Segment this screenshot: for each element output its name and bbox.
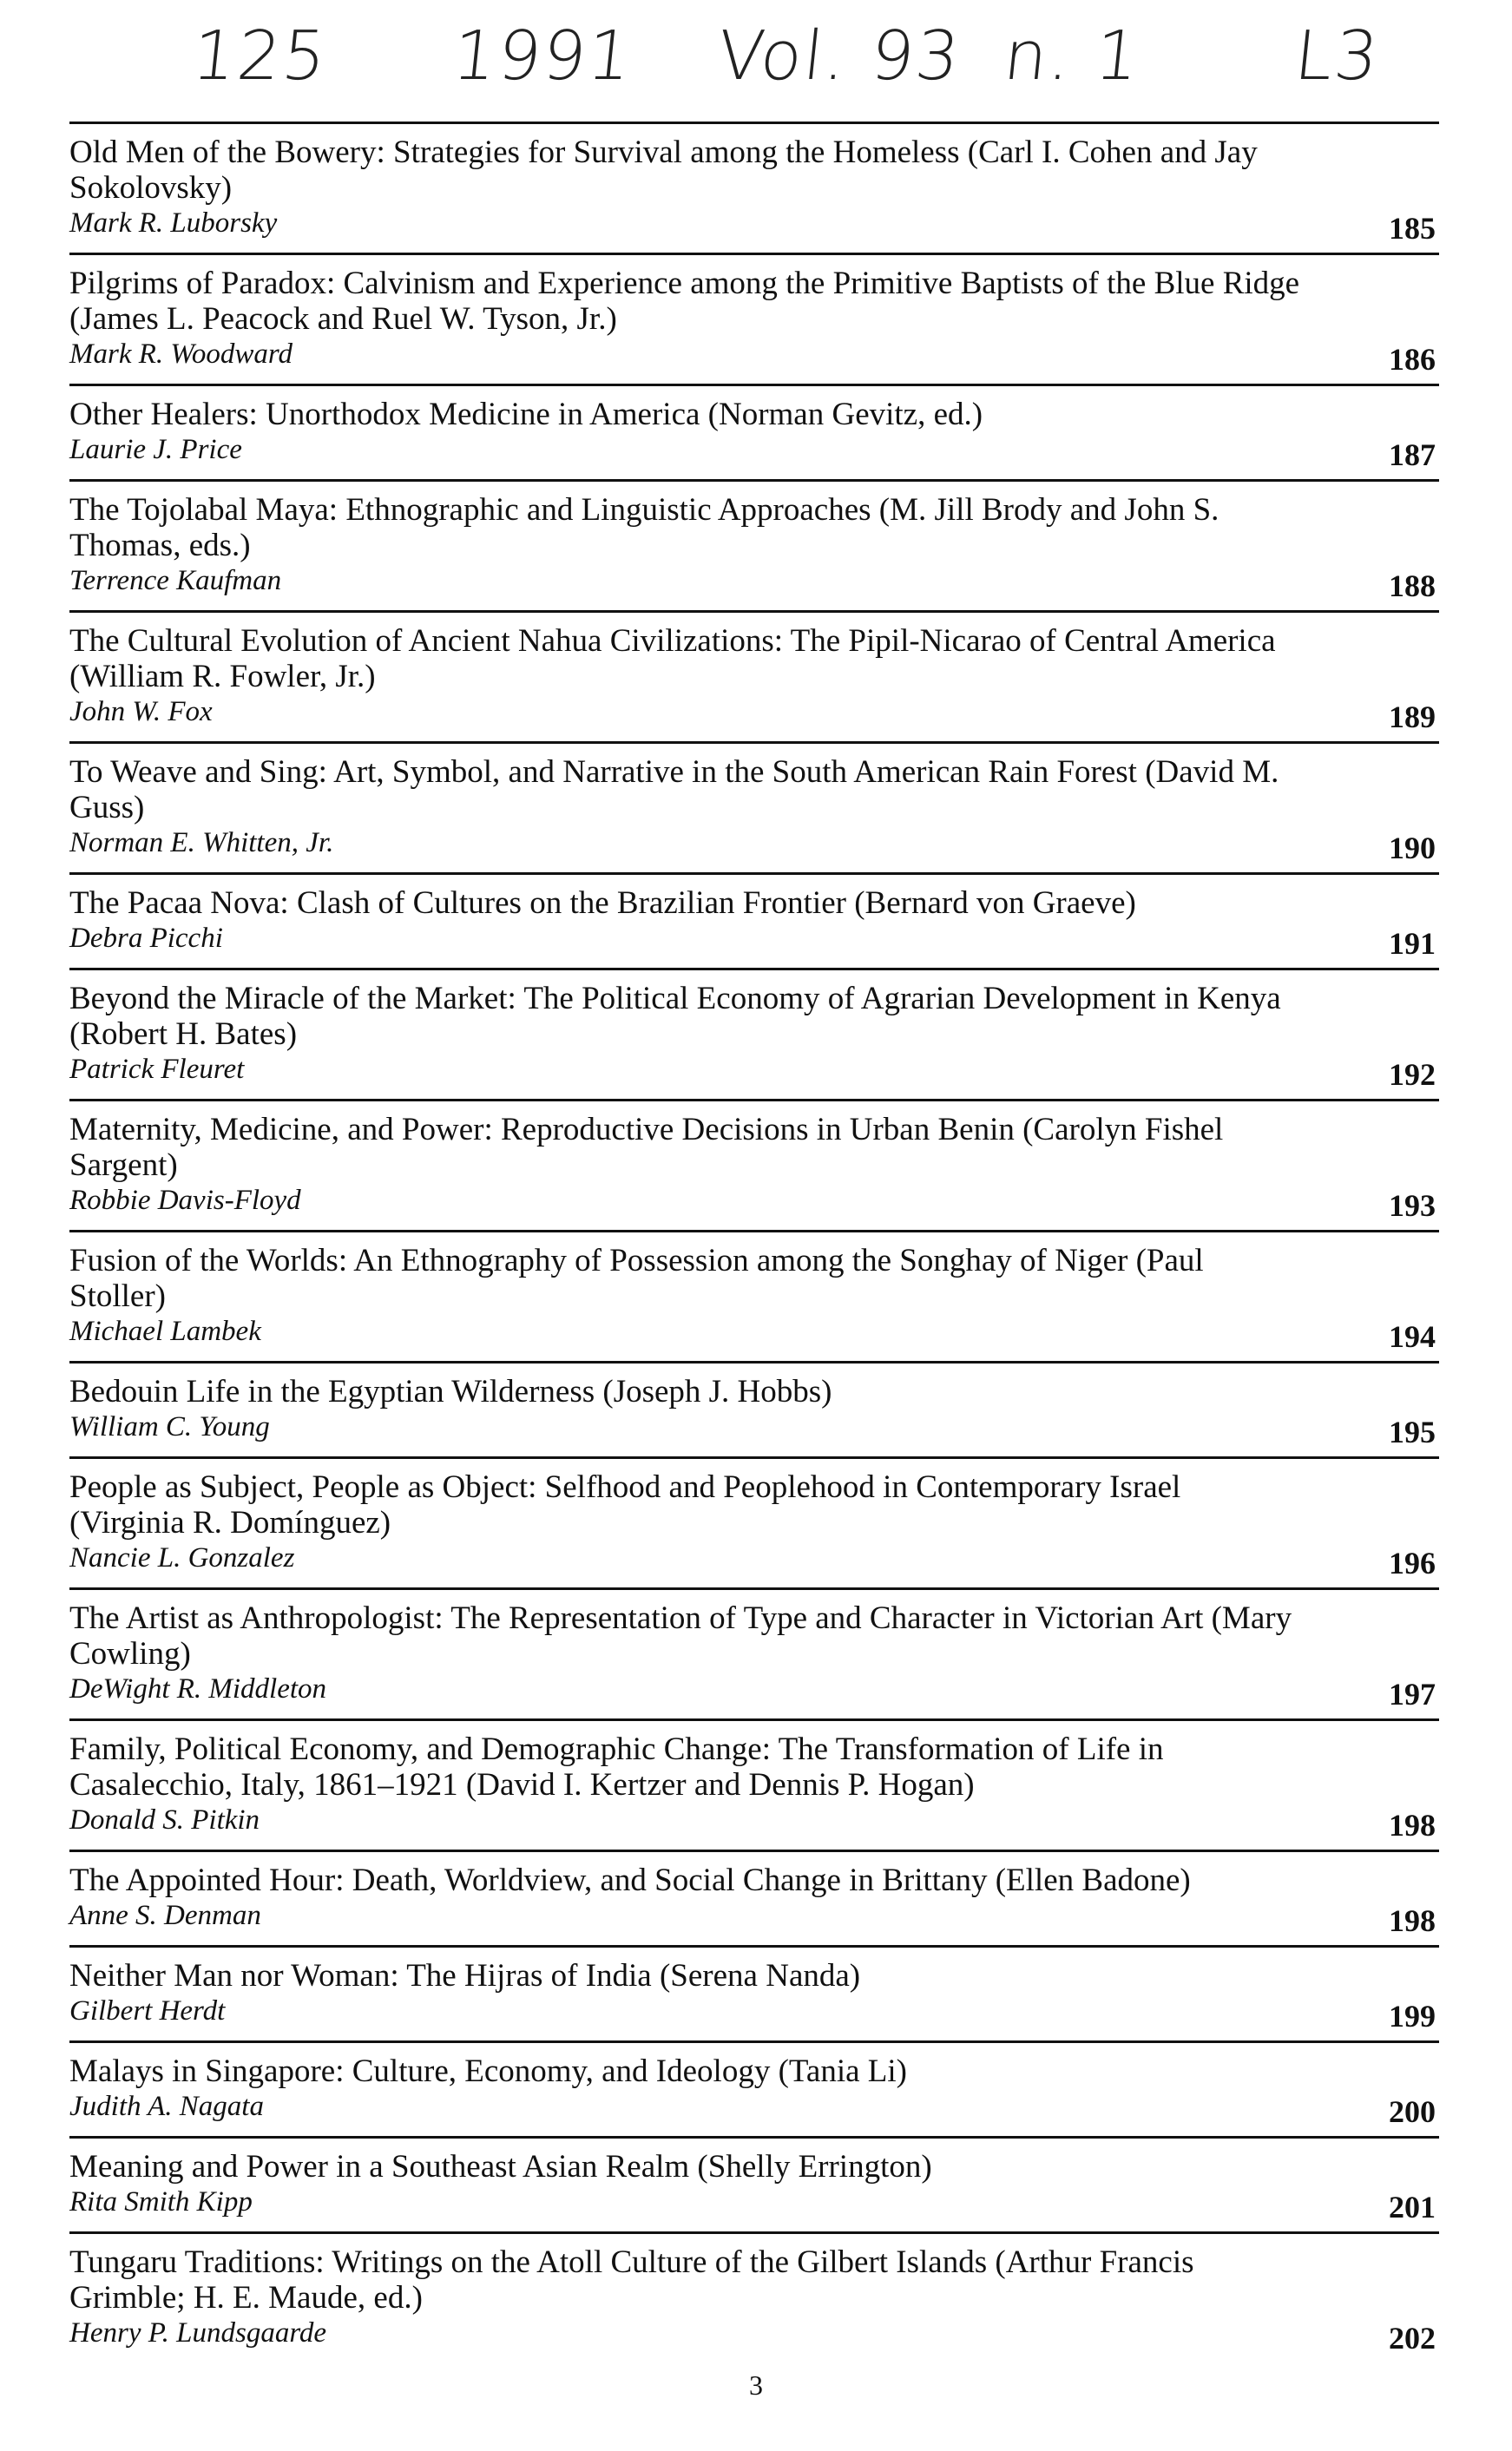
page-reference: 198 xyxy=(1389,1808,1436,1843)
review-entry xyxy=(69,1587,1439,1718)
page-reference: 200 xyxy=(1389,2094,1436,2129)
review-entry xyxy=(69,1361,1439,1456)
reviewer-name: Donald S. Pitkin xyxy=(69,1804,260,1836)
book-title: People as Subject, People as Object: Selfhood and Peoplehood in Contemporary Israel (Virginia R. Domínguez) xyxy=(69,1469,1181,1541)
reviewer-name: DeWight R. Middleton xyxy=(69,1673,327,1705)
page-reference: 198 xyxy=(1389,1903,1436,1938)
reviewer-name: Norman E. Whitten, Jr. xyxy=(69,827,334,858)
reviewer-name: Rita Smith Kipp xyxy=(69,2186,253,2218)
reviewer-name: John W. Fox xyxy=(69,696,213,727)
page-reference: 201 xyxy=(1389,2190,1436,2224)
handwritten-year: 1991 xyxy=(449,17,637,95)
reviewer-name: William C. Young xyxy=(69,1411,270,1442)
review-list xyxy=(69,122,1439,2362)
reviewer-name: Robbie Davis-Floyd xyxy=(69,1185,301,1216)
review-entry xyxy=(69,1099,1439,1230)
book-title: The Artist as Anthropologist: The Representation of Type and Character in Victorian Art (Mary Cowling) xyxy=(69,1600,1292,1672)
review-entry xyxy=(69,253,1439,384)
reviewer-name: Anne S. Denman xyxy=(69,1900,261,1931)
handwritten-code: L3 xyxy=(1291,17,1384,95)
review-entry xyxy=(69,384,1439,479)
review-entry xyxy=(69,1718,1439,1850)
reviewer-name: Debra Picchi xyxy=(69,923,223,954)
book-title: The Tojolabal Maya: Ethnographic and Linguistic Approaches (M. Jill Brody and John S. Thomas, eds.) xyxy=(69,492,1219,563)
handwritten-volume: Vol. 93 xyxy=(713,17,965,95)
book-title: Tungaru Traditions: Writings on the Atoll Culture of the Gilbert Islands (Arthur Francis Grimble; H. E. Maude, ed.) xyxy=(69,2244,1194,2316)
reviewer-name: Judith A. Nagata xyxy=(69,2091,264,2122)
page-reference: 189 xyxy=(1389,700,1436,734)
page-reference: 194 xyxy=(1389,1319,1436,1354)
page-reference: 199 xyxy=(1389,1999,1436,2034)
review-entry xyxy=(69,2231,1439,2362)
reviewer-name: Mark R. Luborsky xyxy=(69,207,278,239)
page-number: 3 xyxy=(749,2369,763,2401)
reviewer-name: Gilbert Herdt xyxy=(69,1995,226,2027)
review-entry xyxy=(69,968,1439,1099)
book-title: The Appointed Hour: Death, Worldview, and Social Change in Brittany (Ellen Badone) xyxy=(69,1863,1191,1898)
page-reference: 202 xyxy=(1389,2321,1436,2356)
review-entry xyxy=(69,2040,1439,2136)
page-reference: 188 xyxy=(1389,568,1436,603)
page-reference: 195 xyxy=(1389,1415,1436,1449)
review-entry xyxy=(69,479,1439,610)
reviewer-name: Terrence Kaufman xyxy=(69,565,282,596)
review-entry xyxy=(69,741,1439,872)
review-entry xyxy=(69,1456,1439,1587)
page-reference: 187 xyxy=(1389,437,1436,472)
book-title: Maternity, Medicine, and Power: Reproductive Decisions in Urban Benin (Carolyn Fishel Sargent) xyxy=(69,1112,1224,1183)
review-entry xyxy=(69,1945,1439,2040)
page-reference: 197 xyxy=(1389,1677,1436,1712)
page-reference: 196 xyxy=(1389,1546,1436,1580)
book-title: The Pacaa Nova: Clash of Cultures on the Brazilian Frontier (Bernard von Graeve) xyxy=(69,885,1136,921)
book-title: Beyond the Miracle of the Market: The Political Economy of Agrarian Development in Kenya (Robert H. Bates) xyxy=(69,981,1281,1052)
reviewer-name: Laurie J. Price xyxy=(69,434,242,465)
review-entry xyxy=(69,122,1439,253)
review-entry xyxy=(69,1230,1439,1361)
reviewer-name: Henry P. Lundsgaarde xyxy=(69,2317,327,2349)
review-entry xyxy=(69,2136,1439,2231)
reviewer-name: Mark R. Woodward xyxy=(69,338,293,370)
book-title: Bedouin Life in the Egyptian Wilderness (Joseph J. Hobbs) xyxy=(69,1374,832,1409)
book-title: Meaning and Power in a Southeast Asian Realm (Shelly Errington) xyxy=(69,2149,932,2185)
book-title: Family, Political Economy, and Demographic Change: The Transformation of Life in Casalecchio, Italy, 1861–1921 (David I. Kertzer and Dennis P. Hogan) xyxy=(69,1731,1164,1803)
book-title: Neither Man nor Woman: The Hijras of India (Serena Nanda) xyxy=(69,1958,861,1994)
page-reference: 192 xyxy=(1389,1057,1436,1092)
page-reference: 190 xyxy=(1389,831,1436,865)
reviewer-name: Michael Lambek xyxy=(69,1316,261,1347)
reviewer-name: Nancie L. Gonzalez xyxy=(69,1542,295,1574)
page-reference: 186 xyxy=(1389,342,1436,377)
page-reference: 193 xyxy=(1389,1188,1436,1223)
handwritten-annotation xyxy=(159,17,1430,130)
reviewer-name: Patrick Fleuret xyxy=(69,1054,245,1085)
book-title: The Cultural Evolution of Ancient Nahua Civilizations: The Pipil-Nicarao of Central America (William R. Fowler, Jr.) xyxy=(69,623,1276,694)
book-title: Old Men of the Bowery: Strategies for Survival among the Homeless (Carl I. Cohen and Jay Sokolovsky) xyxy=(69,135,1258,206)
book-title: Other Healers: Unorthodox Medicine in America (Norman Gevitz, ed.) xyxy=(69,397,983,432)
book-title: Pilgrims of Paradox: Calvinism and Experience among the Primitive Baptists of the Blue Ridge (James L. Peacock and Ruel W. Tyson, Jr.) xyxy=(69,266,1300,337)
page-reference: 185 xyxy=(1389,211,1436,246)
review-entry xyxy=(69,872,1439,968)
book-title: Malays in Singapore: Culture, Economy, and Ideology (Tania Li) xyxy=(69,2053,907,2089)
review-entry xyxy=(69,610,1439,741)
review-entry xyxy=(69,1850,1439,1945)
book-title: To Weave and Sing: Art, Symbol, and Narrative in the South American Rain Forest (David M. Guss) xyxy=(69,754,1279,825)
book-title: Fusion of the Worlds: An Ethnography of Possession among the Songhay of Niger (Paul Stoller) xyxy=(69,1243,1204,1314)
page-reference: 191 xyxy=(1389,926,1436,961)
handwritten-issue: n. 1 xyxy=(1000,17,1145,95)
handwritten-number: 125 xyxy=(188,17,332,95)
